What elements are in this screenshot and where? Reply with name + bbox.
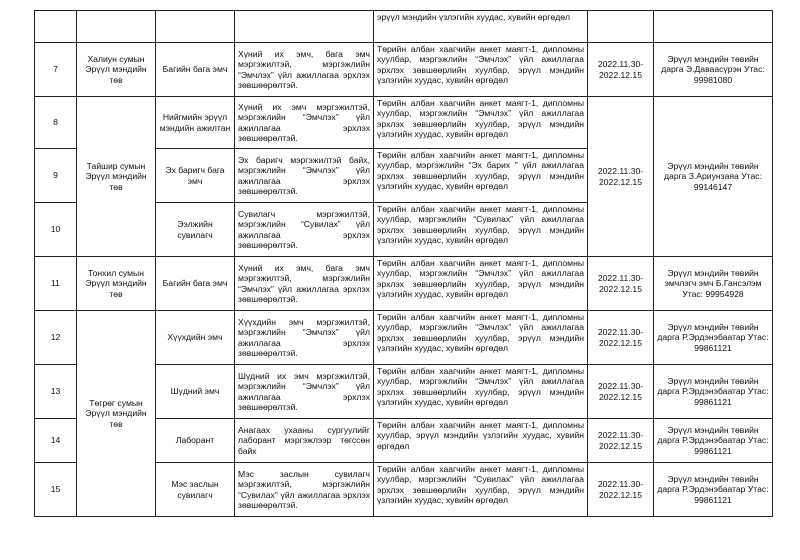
row-number: 13 bbox=[35, 365, 77, 419]
date-cell: 2022.11.30-2022.12.15 bbox=[588, 311, 654, 365]
requirement-cell: Сувилагч мэргэжилтэй, мэргэжлийн “Сувилах” үйл ажиллагаа эрхлэх зөвшөөрөлтэй. bbox=[235, 203, 374, 257]
cell-empty bbox=[654, 11, 773, 43]
cell-empty bbox=[77, 11, 156, 43]
contact-cell: Эрүүл мэндийн төвийн дарга Р.Эрдэнэбаатар Утас: 99861121 bbox=[654, 365, 773, 419]
position-cell: Багийн бага эмч bbox=[156, 43, 235, 97]
position-cell: Хүүхдийн эмч bbox=[156, 311, 235, 365]
documents-cell: Төрийн албан хаагчийн анкет маягт-1, дипломны хуулбар, мэргэжлийн “Эх барих ” үйл ажиллагаа эрхлэх зөвшөөрлийн хуулбар, эрүүл мэндийн үзлэгийн хуудас, хувийн өргөдөл bbox=[374, 149, 588, 203]
row-number: 10 bbox=[35, 203, 77, 257]
table-row bbox=[35, 43, 773, 97]
requirement-cell: Хүний их эмч, бага эмч мэргэжилтэй, мэргэжлийн “Эмчлэх” үйл ажиллагаа эрхлэх зөвшөөрөлтэй. bbox=[235, 257, 374, 311]
organization-cell: Тонхил сумын Эрүүл мэндийн төв bbox=[77, 257, 156, 311]
documents-cell: Төрийн албан хаагчийн анкет маягт-1, дипломны хуулбар, мэргэжлийн “Эмчлэх” үйл ажиллагаа эрхлэх зөвшөөрлийн хуулбар, эрүүл мэндийн үзлэгийн хуудас, хувийн өргөдөл bbox=[374, 97, 588, 149]
documents-cell: Төрийн албан хаагчийн анкет маягт-1, дипломны хуулбар, мэргэжлийн “Эмчлэх” үйл ажиллагаа эрхлэх зөвшөөрлийн хуулбар, эрүүл мэндийн үзлэгийн хуудас, хувийн өргөдөл bbox=[374, 365, 588, 419]
date-cell: 2022.11.30-2022.12.15 bbox=[588, 463, 654, 517]
cell-empty bbox=[35, 11, 77, 43]
organization-cell: Тайшир сумын Эрүүл мэндийн төв bbox=[77, 97, 156, 257]
row-number: 12 bbox=[35, 311, 77, 365]
row-number: 14 bbox=[35, 419, 77, 463]
vacancy-table bbox=[34, 10, 773, 517]
documents-cell: Төрийн албан хаагчийн анкет маягт-1, дипломны хуулбар, мэргэжлийн “Эмчлэх” үйл ажиллагаа эрхлэх зөвшөөрлийн хуулбар, эрүүл мэндийн үзлэгийн хуудас, хувийн өргөдөл bbox=[374, 43, 588, 97]
row-number: 7 bbox=[35, 43, 77, 97]
requirement-cell: Анагаах ухааны сургуулийг лаборант мэргэжлээр төгссөн байх bbox=[235, 419, 374, 463]
table-row-continuation bbox=[35, 11, 773, 43]
contact-cell: Эрүүл мэндийн төвийн дарга Р.Эрдэнэбаатар Утас: 99861121 bbox=[654, 463, 773, 517]
date-cell: 2022.11.30-2022.12.15 bbox=[588, 97, 654, 257]
contact-cell: Эрүүл мэндийн төвийн дарга Э.Даваасүрэн Утас: 99981080 bbox=[654, 43, 773, 97]
date-cell: 2022.11.30-2022.12.15 bbox=[588, 419, 654, 463]
requirement-cell: Мэс заслын сувилагч мэргэжилтэй, мэргэжлийн “Сувилах” үйл ажиллагаа эрхлэх зөвшөөрөлтэй. bbox=[235, 463, 374, 517]
requirement-cell: Эх баригч мэргэжилтэй байх, мэргэжлийн “Эмчлэх” үйл ажиллагаа эрхлэх зөвшөөрөлтэй. bbox=[235, 149, 374, 203]
contact-cell: Эрүүл мэндийн төвийн дарга Р.Эрдэнэбаатар Утас: 99861121 bbox=[654, 311, 773, 365]
cell-empty bbox=[588, 11, 654, 43]
requirement-cell: Хүний их эмч мэргэжилтэй, мэргэжлийн “Эмчлэх” үйл ажиллагаа эрхлэх зөвшөөрөлтэй. bbox=[235, 97, 374, 149]
date-cell: 2022.11.30-2022.12.15 bbox=[588, 365, 654, 419]
row-number: 8 bbox=[35, 97, 77, 149]
organization-cell: Халиун сумын Эрүүл мэндийн төв bbox=[77, 43, 156, 97]
documents-cell: Төрийн албан хаагчийн анкет маягт-1, дипломны хуулбар, мэргэжлийн “Сувилах” үйл ажиллагаа эрхлэх зөвшөөрлийн хуулбар, эрүүл мэндийн үзлэгийн хуудас, хувийн өргөдөл bbox=[374, 203, 588, 257]
table-row bbox=[35, 311, 773, 365]
requirement-cell: Хүүхдийн эмч мэргэжилтэй, мэргэжлийн “Эмчлэх” үйл ажиллагаа эрхлэх зөвшөөрөлтэй. bbox=[235, 311, 374, 365]
contact-cell: Эрүүл мэндийн төвийн дарга Р.Эрдэнэбаатар Утас: 99861121 bbox=[654, 419, 773, 463]
position-cell: Шүдний эмч bbox=[156, 365, 235, 419]
position-cell: Мэс заслын сувилагч bbox=[156, 463, 235, 517]
table-row bbox=[35, 97, 773, 149]
date-cell: 2022.11.30-2022.12.15 bbox=[588, 257, 654, 311]
documents-cell: Төрийн албан хаагчийн анкет маягт-1, дипломны хуулбар, мэргэжлийн “Эмчлэх” үйл ажиллагаа эрхлэх зөвшөөрлийн хуулбар, эрүүл мэндийн үзлэгийн хуудас, хувийн өргөдөл bbox=[374, 311, 588, 365]
cell-empty bbox=[235, 11, 374, 43]
position-cell: Лаборант bbox=[156, 419, 235, 463]
contact-cell: Эрүүл мэндийн төвийн дарга З.Ариунзаяа Утас: 99146147 bbox=[654, 97, 773, 257]
row-number: 11 bbox=[35, 257, 77, 311]
contact-cell: Эрүүл мэндийн төвийн эмчлэгч эмч Б.Гансэлэм Утас: 99954928 bbox=[654, 257, 773, 311]
documents-cell: Төрийн албан хаагчийн анкет маягт-1, дипломны хуулбар, мэргэжлийн “Сувилах” үйл ажиллагаа эрхлэх зөвшөөрлийн хуулбар, эрүүл мэндийн үзлэгийн хуудас, хувийн өргөдөл bbox=[374, 463, 588, 517]
cell-empty bbox=[156, 11, 235, 43]
position-cell: Ээлжийн сувилагч bbox=[156, 203, 235, 257]
position-cell: Багийн бага эмч bbox=[156, 257, 235, 311]
row-number: 9 bbox=[35, 149, 77, 203]
requirement-cell: Шүдний их эмч мэргэжилтэй, мэргэжлийн “Эмчлэх” үйл ажиллагаа эрхлэх зөвшөөрөлтэй. bbox=[235, 365, 374, 419]
date-cell: 2022.11.30-2022.12.15 bbox=[588, 43, 654, 97]
documents-cell: Төрийн албан хаагчийн анкет маягт-1, дипломны хуулбар, эрүүл мэндийн үзлэгийн хуудас, хувийн өргөдөл bbox=[374, 419, 588, 463]
documents-cell: эрүүл мэндийн үзлэгийн хуудас, хувийн өргөдөл bbox=[374, 11, 588, 43]
position-cell: Эх баригч бага эмч bbox=[156, 149, 235, 203]
organization-cell: Төгрөг сумын Эрүүл мэндийн төв bbox=[77, 311, 156, 517]
position-cell: Нийгмийн эрүүл мэндийн ажилтан bbox=[156, 97, 235, 149]
table-row bbox=[35, 257, 773, 311]
requirement-cell: Хүний их эмч, бага эмч мэргэжилтэй, мэргэжлийн “Эмчлэх” үйл ажиллагаа эрхлэх зөвшөөрөлтэй. bbox=[235, 43, 374, 97]
documents-cell: Төрийн албан хаагчийн анкет маягт-1, дипломны хуулбар, мэргэжлийн “Эмчлэх” үйл ажиллагаа эрхлэх зөвшөөрлийн хуулбар, эрүүл мэндийн үзлэгийн хуудас, хувийн өргөдөл bbox=[374, 257, 588, 311]
row-number: 15 bbox=[35, 463, 77, 517]
